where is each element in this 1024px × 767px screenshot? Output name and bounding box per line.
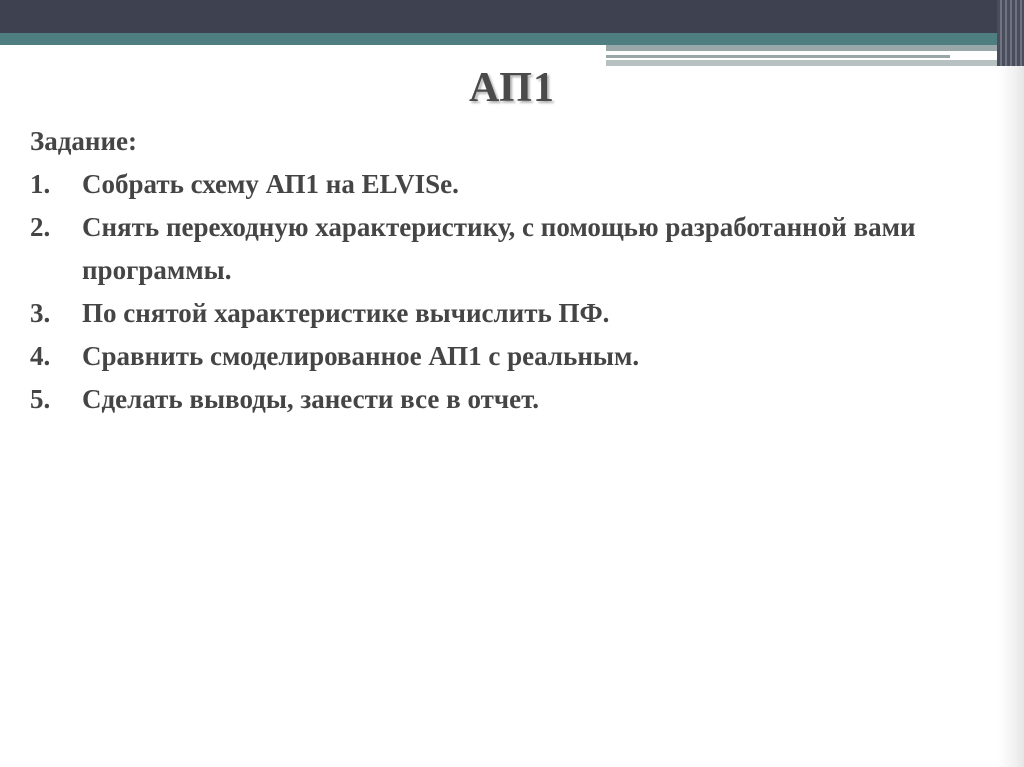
task-text: Снять переходную характеристику, с помощью разработанной вами программы.: [82, 212, 916, 285]
task-number: 2.: [30, 212, 51, 242]
task-text: Сделать выводы, занести все в отчет.: [82, 384, 540, 414]
task-text: Сравнить смоделированное АП1 с реальным.: [82, 341, 640, 371]
task-item: [30, 163, 930, 206]
slide-title: АП1: [469, 65, 555, 111]
task-intro: Задание:: [30, 126, 137, 156]
header-grey-accent: [606, 45, 1000, 51]
task-number: 5.: [30, 384, 51, 414]
task-text: Собрать схему АП1 на ELVISe.: [82, 169, 459, 199]
right-edge-shadow: [998, 0, 1024, 767]
task-item: [30, 378, 930, 421]
task-number: 4.: [30, 341, 51, 371]
task-item: [30, 206, 930, 292]
task-item: [30, 335, 930, 378]
task-text: По снятой характеристике вычислить ПФ.: [82, 298, 610, 328]
header-dark-bar: [0, 0, 1024, 33]
header-teal-bar: [0, 33, 1024, 45]
right-edge-stripes: [997, 0, 1024, 66]
task-list: [30, 163, 930, 421]
header-grey-accent-thin: [606, 55, 950, 58]
task-item: [30, 292, 930, 335]
task-number: 3.: [30, 298, 51, 328]
task-number: 1.: [30, 169, 51, 199]
slide-content: [30, 120, 930, 421]
